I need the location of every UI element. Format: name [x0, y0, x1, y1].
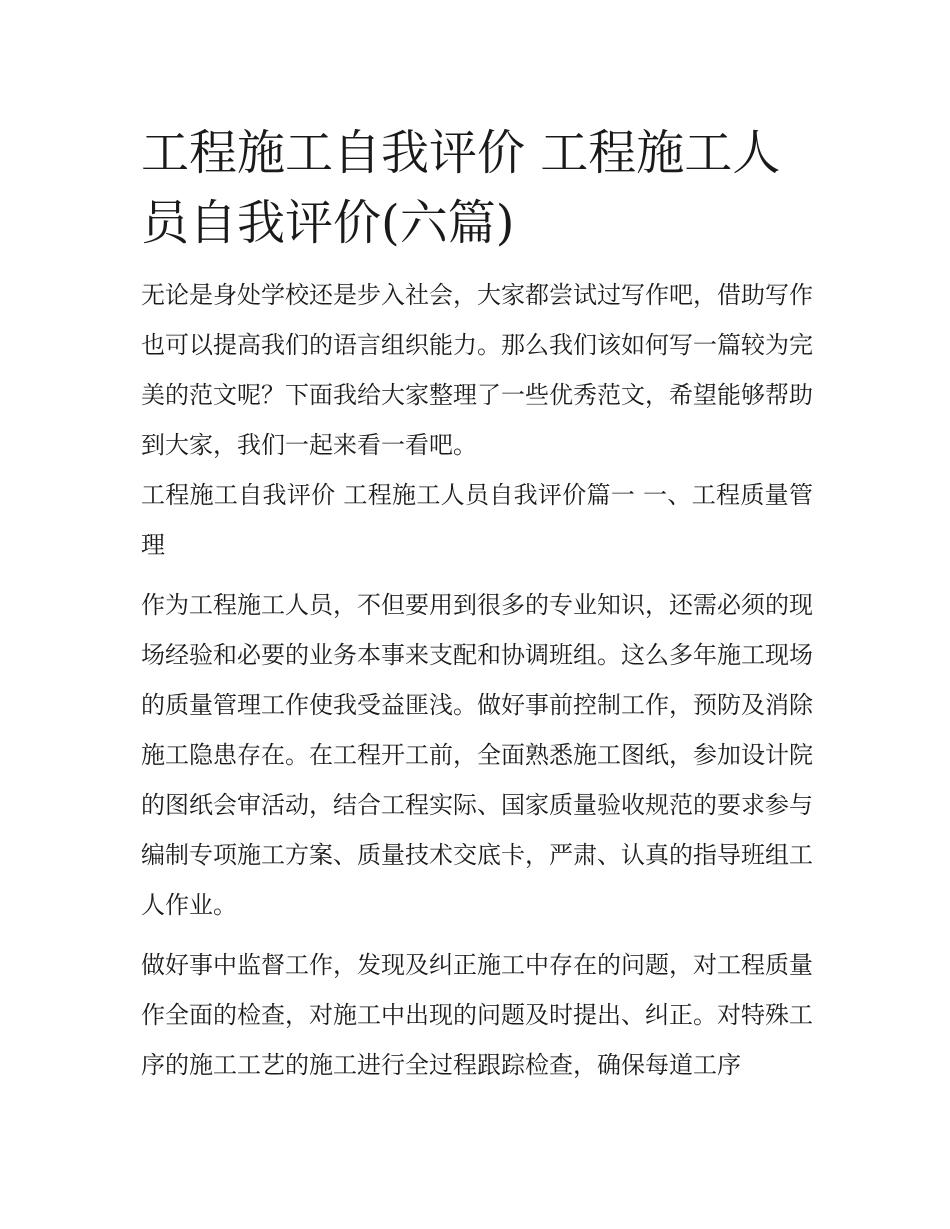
body-paragraph: 做好事中监督工作，发现及纠正施工中存在的问题，对工程质量作全面的检查，对施工中出现的问题及时提出、纠正。对特殊工序的施工工艺的施工进行全过程跟踪检查，确保每道工序: [141, 951, 813, 1079]
document-title: 工程施工自我评价 工程施工人员自我评价(六篇): [141, 125, 781, 251]
document-page: [141, 118, 813, 1090]
intro-paragraph: 无论是身处学校还是步入社会，大家都尝试过写作吧，借助写作也可以提高我们的语言组织能力。那么我们该如何写一篇较为完美的范文呢？下面我给大家整理了一些优秀范文，希望能够帮助到大家，我们一起来看一看吧。: [141, 281, 813, 459]
body-paragraph: 作为工程施工人员，不但要用到很多的专业知识，还需必须的现场经验和必要的业务本事来支配和协调班组。这么多年施工现场的质量管理工作使我受益匪浅。做好事前控制工作，预防及消除施工隐患存在。在工程开工前，全面熟悉施工图纸，参加设计院的图纸会审活动，结合工程实际、国家质量验收规范的要求参与编制专项施工方案、质量技术交底卡，严肃、认真的指导班组工人作业。: [141, 591, 813, 919]
section-heading: 工程施工自我评价 工程施工人员自我评价篇一 一、工程质量管理: [141, 481, 813, 559]
